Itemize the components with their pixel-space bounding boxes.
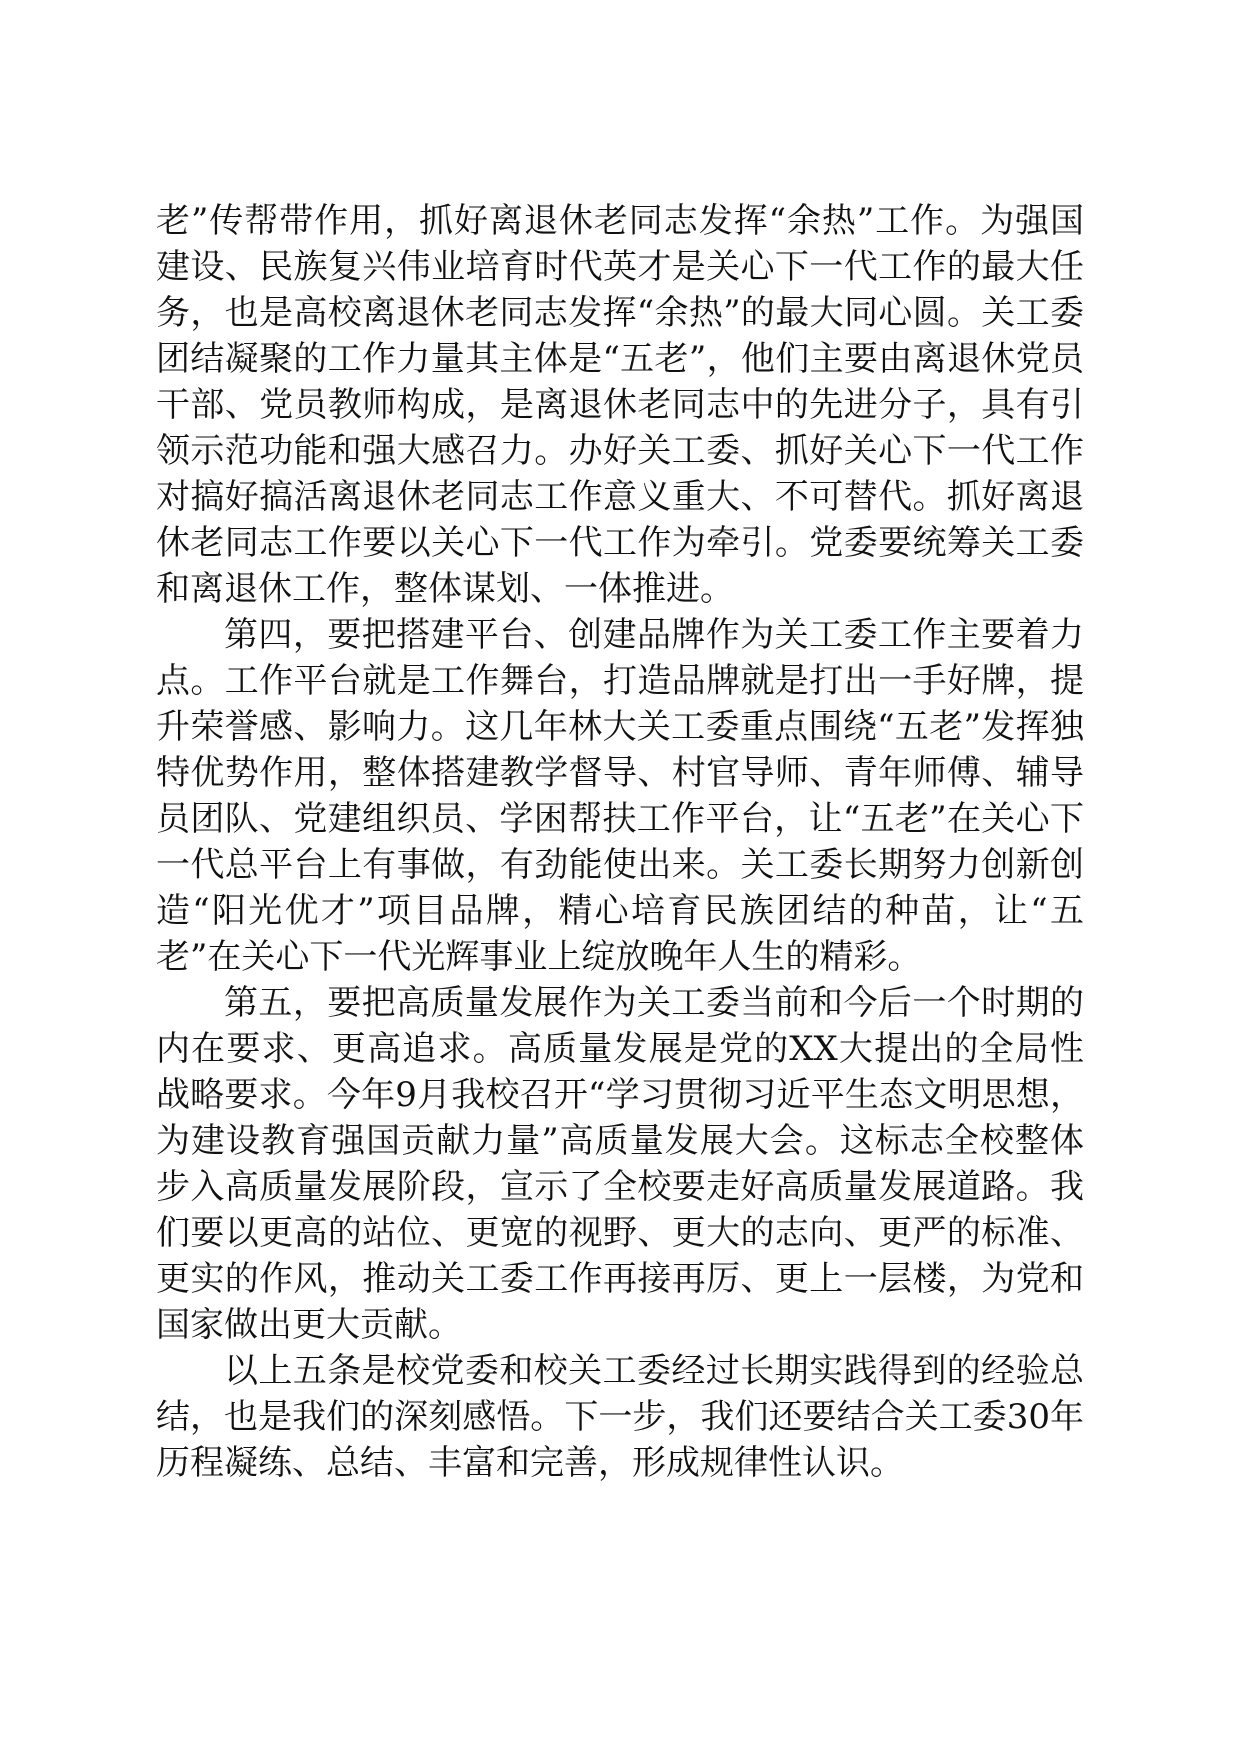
paragraph-summary: 以上五条是校党委和校关工委经过长期实践得到的经验总结，也是我们的深刻感悟。下一步，我们还要结合关工委30年历程凝练、总结、丰富和完善，形成规律性认识。 xyxy=(156,1351,1084,1483)
paragraph-point-five: 第五，要把高质量发展作为关工委当前和今后一个时期的内在要求、更高追求。高质量发展是党的XX大提出的全局性战略要求。今年9月我校召开“学习贯彻习近平生态文明思想，为建设教育强国贡献力量”高质量发展大会。这标志全校整体步入高质量发展阶段，宣示了全校要走好高质量发展道路。我们要以更高的站位、更宽的视野、更大的志向、更严的标准、更实的作风，推动关工委工作再接再厉、更上一层楼，为党和国家做出更大贡献。 xyxy=(156,983,1084,1345)
paragraph-point-four: 第四，要把搭建平台、创建品牌作为关工委工作主要着力点。工作平台就是工作舞台，打造品牌就是打出一手好牌，提升荣誉感、影响力。这几年林大关工委重点围绕“五老”发挥独特优势作用，整体搭建教学督导、村官导师、青年师傅、辅导员团队、党建组织员、学困帮扶工作平台，让“五老”在关心下一代总平台上有事做，有劲能使出来。关工委长期努力创新创造“阳光优才”项目品牌，精心培育民族团结的种苗，让“五老”在关心下一代光辉事业上绽放晚年人生的精彩。 xyxy=(156,615,1084,977)
document-body xyxy=(156,198,1084,1486)
paragraph-continuation: 老”传帮带作用，抓好离退休老同志发挥“余热”工作。为强国建设、民族复兴伟业培育时代英才是关心下一代工作的最大任务，也是高校离退休老同志发挥“余热”的最大同心圆。关工委团结凝聚的工作力量其主体是“五老”，他们主要由离退休党员干部、党员教师构成，是离退休老同志中的先进分子，具有引领示范功能和强大感召力。办好关工委、抓好关心下一代工作对搞好搞活离退休老同志工作意义重大、不可替代。抓好离退休老同志工作要以关心下一代工作为牵引。党委要统筹关工委和离退休工作，整体谋划、一体推进。 xyxy=(156,201,1084,609)
